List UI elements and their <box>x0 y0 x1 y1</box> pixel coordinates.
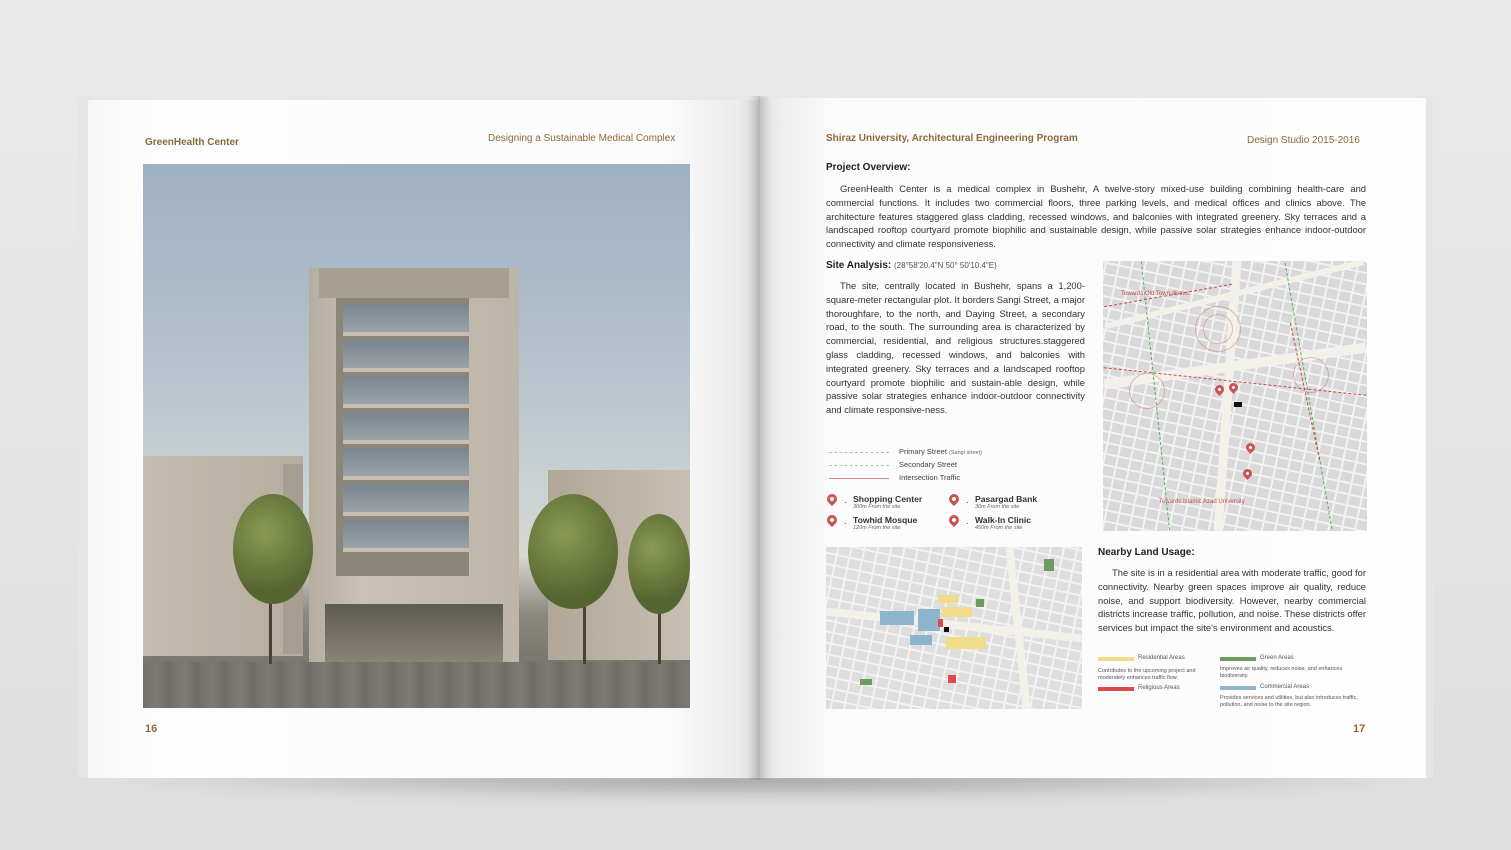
traffic-ring <box>1293 357 1329 393</box>
residential-area <box>946 637 986 649</box>
legend-intersection-traffic: Intersection Traffic <box>899 473 961 482</box>
green-area <box>860 679 872 685</box>
lobby-glazing <box>325 604 503 662</box>
legend-commercial-label: Commercial Areas <box>1260 684 1310 690</box>
tower-parapet <box>319 268 509 298</box>
map-label-azad-university: Towards Islamic Azad University <box>1159 499 1245 505</box>
legend-commercial-desc: Provides services and utilities, but also introduces traffic, pollution, and noise to the site region. <box>1220 695 1358 708</box>
site-coordinates: (28°58'20.4"N 50° 50'10.4"E) <box>894 261 997 270</box>
floor-band <box>343 412 469 444</box>
map-road <box>1214 261 1242 531</box>
overview-heading: Project Overview: <box>826 162 911 173</box>
land-usage-text: The site is in a residential area with moderate traffic, good for connectivity. Nearby green spaces improve air quality, reduce noise, and support biodiversity. However, nearby commercial districts increase traffic, pollution, and noise. These districts offer services but impact the site's environment and acoustics. <box>1098 567 1366 634</box>
map-pin-icon <box>1244 441 1257 454</box>
secondary-street-line <box>1285 263 1333 529</box>
floor-band <box>343 304 469 336</box>
residential-area <box>942 607 972 617</box>
commercial-area <box>880 611 914 625</box>
legend-swatch-religious <box>1098 687 1134 691</box>
site-text: The site, centrally located in Bushehr, spans a 1,200-square-meter rectangular plot. It borders Sangi Street, a major thoroughfare, to the north, and Daying Street, a secondary road, to the south. The surrounding area is characterized by commercial, residential, and religious structures.staggered glass cladding, recessed windows, and balconies with integrated greenery. Sky terraces and a landscaped rooftop courtyard promote biophilic and sustain-able design, while passive solar strategies enhance indoor-outdoor connectivity and climate responsive-ness. <box>826 280 1085 416</box>
legend-line-primary <box>829 452 889 453</box>
residential-area <box>938 595 958 603</box>
green-area <box>1044 559 1054 571</box>
land-usage-map <box>826 547 1082 709</box>
legend-primary-street: Primary Street (Sangi street) <box>899 447 983 456</box>
legend-residential-label: Residential Areas <box>1138 655 1185 661</box>
religious-area <box>948 675 956 683</box>
floor-band <box>343 448 469 480</box>
bank-pin-icon <box>947 492 961 506</box>
traffic-ring <box>1129 373 1165 409</box>
right-page-number: 17 <box>1353 723 1366 735</box>
site-marker <box>1234 402 1242 407</box>
right-header-subtitle: Design Studio 2015-2016 <box>1247 135 1360 146</box>
legend-green-desc: Improves air quality, reduces noise, and enhances biodiversity. <box>1220 666 1343 679</box>
book-gutter <box>748 96 770 780</box>
map-label-old-town: Towards Old Town district <box>1121 291 1189 297</box>
tree <box>233 494 313 604</box>
floor-band <box>343 484 469 516</box>
legend-swatch-residential <box>1098 657 1134 661</box>
legend-residential-desc: Contributes to the upcoming project and moderately enhances traffic flow. <box>1098 668 1196 681</box>
tree <box>528 494 618 609</box>
legend-secondary-street: Secondary Street <box>899 460 957 469</box>
overview-text: GreenHealth Center is a medical complex in Bushehr, A twelve-story mixed-use building combining health-care and commercial functions. It includes two commercial floors, three parking levels, and medical offices and clinics above. The architecture features staggered glass cladding, recessed windows, and balconies with integrated greenery. Sky terraces and a landscaped rooftop courtyard promote biophilic and sustainable design, while passive solar strategies enhance indoor-outdoor connectivity and climate responsiveness. <box>826 183 1366 250</box>
poi-pasargad-bank: . Pasargad Bank 30m From the site <box>949 494 1069 514</box>
floor-band <box>343 376 469 408</box>
building-render-image <box>143 164 690 708</box>
land-usage-heading: Nearby Land Usage: <box>1098 547 1195 558</box>
legend-green-label: Green Areas <box>1260 655 1294 661</box>
site-heading: Site Analysis: (28°58'20.4"N 50° 50'10.4"E) <box>826 260 997 271</box>
poi-walk-in-clinic: . Walk-In Clinic 450m From the site <box>949 515 1069 535</box>
floor-band <box>343 340 469 372</box>
left-page-number: 16 <box>145 723 158 735</box>
right-header-title: Shiraz University, Architectural Engineering Program <box>826 133 1078 144</box>
legend-line-intersection <box>829 478 889 479</box>
left-header-title: GreenHealth Center <box>145 137 239 148</box>
floor-band <box>343 520 469 552</box>
paved-plaza <box>143 662 690 708</box>
mosque-pin-icon <box>825 513 839 527</box>
legend-line-secondary <box>829 465 889 466</box>
site-marker <box>944 627 949 632</box>
tree <box>628 514 690 614</box>
commercial-area <box>910 635 932 645</box>
site-analysis-map <box>1103 261 1367 531</box>
religious-area <box>938 619 943 627</box>
left-header-subtitle: Designing a Sustainable Medical Complex <box>488 133 676 144</box>
traffic-ring <box>1203 314 1233 344</box>
shopping-pin-icon <box>825 492 839 506</box>
green-area <box>976 599 984 607</box>
legend-religious-label: Religious Areas <box>1138 685 1180 691</box>
legend-swatch-commercial <box>1220 686 1256 690</box>
clinic-pin-icon <box>947 513 961 527</box>
poi-shopping-center: . Shopping Center 300m From the site <box>827 494 947 514</box>
poi-towhid-mosque: . Towhid Mosque 120m From the site <box>827 515 947 535</box>
legend-swatch-green <box>1220 657 1256 661</box>
commercial-area <box>918 609 940 631</box>
map-pin-icon <box>1241 467 1254 480</box>
